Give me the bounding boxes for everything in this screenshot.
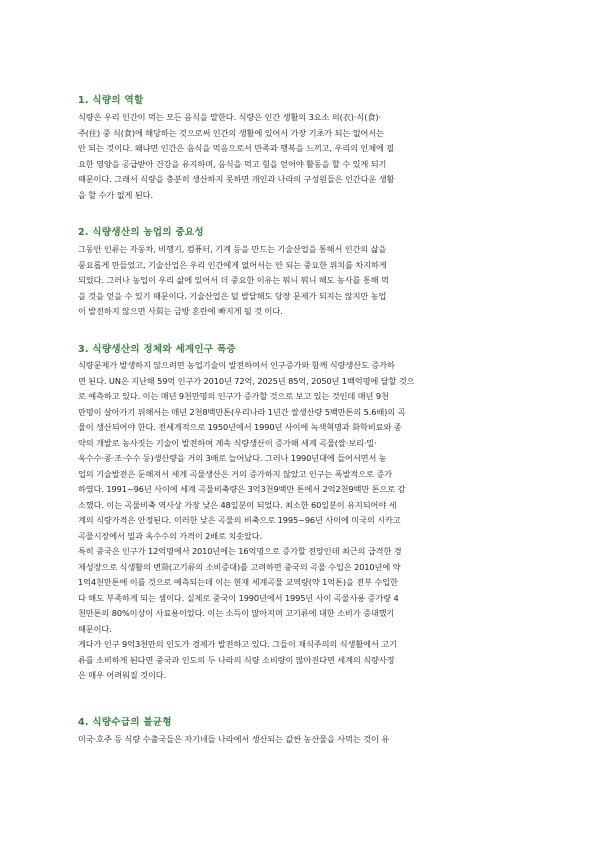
text-line: 약의 개발로 농사짓는 기술이 발전하여 계속 식량생산이 증가해 세계 곡물(쌀·보리·밀· bbox=[78, 437, 377, 448]
section-3-paragraph bbox=[78, 358, 518, 684]
text-line: 제성장으로 식생활의 변화(고기류의 소비증대)를 고려하면 중국의 곡물 수입은 2010년에 약 bbox=[78, 561, 401, 572]
section-4-paragraph bbox=[78, 732, 518, 748]
text-line: 하였다. 1991~96년 사이에 세계 곡물비축량은 3억3천9백만 톤에서 2억2천9백만 톤으로 감 bbox=[78, 484, 406, 494]
text-line: 주(住) 중 식(食)에 해당하는 것으로써 인간의 생활에 있어서 가장 기초가 되는 없어서는 bbox=[78, 127, 384, 138]
text-line: 그동안 인류는 자동차, 비행기, 컴퓨터, 기계 등을 만드는 기술산업을 통해서 인간의 삶을 bbox=[78, 244, 387, 254]
text-line: 안 되는 것이다. 왜냐면 인간은 음식을 먹음으로서 만족과 행복을 느끼고, 우리의 인체에 필 bbox=[78, 143, 395, 153]
text-line: 을 것을 얻을 수 있기 때문이다. 기술산업은 덜 발달해도 당장 문제가 되지는 않지만 농업 bbox=[78, 290, 387, 301]
text-line: 풍요롭게 만들었고, 기술산업은 우리 인간에게 없어서는 안 되는 중요한 위치를 차지하게 bbox=[78, 259, 387, 270]
section-title-3: 3. 식량생산의 정체와 세계인구 폭증 bbox=[78, 344, 236, 355]
text-line: 은 매우 어려워질 것이다. bbox=[78, 670, 167, 680]
text-line: 때문이다. 그래서 식량을 충분히 생산하지 못하면 개인과 나라의 구성원들은 인간다운 생활 bbox=[78, 174, 395, 184]
text-line: 업의 기술발전은 둔해져서 세계 곡물생산은 거의 증가하지 않았고 인구는 폭발적으로 증가 bbox=[78, 468, 392, 479]
text-line: 계의 식량가격은 안정된다. 이러한 낮은 곡물의 비축으로 1995~96년 사이에 미국의 시카고 bbox=[78, 515, 401, 525]
text-line: 옥수수·콩·조·수수 등)생산량을 거의 3배로 늘어났다. 그러나 1990년대에 들어서면서 농 bbox=[78, 453, 387, 463]
section-1-paragraph bbox=[78, 110, 518, 203]
text-line: 이 발전하지 않으면 사회는 금방 혼란에 빠지게 될 것 이다. bbox=[78, 306, 283, 316]
section-title-4: 4. 식량수급의 불균형 bbox=[78, 717, 172, 728]
text-line: 특히 중국은 인구가 12억명에서 2010년에는 16억명으로 증가할 전망인데 최근의 급격한 경 bbox=[78, 546, 402, 556]
text-line: 다 해도 부족하게 되는 셈이다. 실제로 중국이 1990년에서 1995년 사이 곡물사용 증가량 4 bbox=[78, 592, 399, 603]
section-title-1: 1. 식량의 역할 bbox=[78, 95, 144, 106]
section-title-2: 2. 식량생산의 농업의 중요성 bbox=[78, 227, 204, 238]
text-line: 천만톤의 80%이상이 사료용이었다. 이는 소득이 많아지며 고기류에 대한 소비가 증대했기 bbox=[78, 608, 395, 618]
text-line: 요한 영양을 공급받아 건강을 유지하며, 음식을 먹고 힘을 얻어야 활동을 할 수 있게 되기 bbox=[78, 158, 387, 169]
text-line: 되었다. 그러나 농업이 우리 삶에 있어서 더 중요한 이유는 뭐니 뭐니 해도 농사를 통해 먹 bbox=[78, 275, 389, 285]
text-line: 류를 소비하게 된다면 중국과 인도의 두 나라의 식량 소비량이 많아진다면 세계의 식량사정 bbox=[78, 654, 395, 665]
text-line: 미국·호주 등 식량 수출국들은 자기네들 나라에서 생산되는 값싼 농산물을 사먹는 것이 유 bbox=[78, 734, 390, 744]
section-2-paragraph bbox=[78, 242, 518, 320]
text-line: 물이 생산되어야 한다. 전세계적으로 1950년에서 1990년 사이에 녹색혁명과 화학비료와 종 bbox=[78, 422, 402, 432]
text-line: 식량문제가 발생하지 않으려면 농업기술이 발전하여서 인구증가와 함께 식량생산도 증가하 bbox=[78, 360, 395, 370]
text-line: 소했다. 이는 곡물비축 역사상 가장 낮은 48일분이 되었다. 최소한 60일분이 유지되어야 세 bbox=[78, 499, 397, 510]
text-line: 1억4천만톤에 이를 것으로 예측되는데 이는 현재 세계곡물 교역량(약 1억톤)을 전부 수입한 bbox=[78, 577, 398, 587]
text-line: 때문이다. bbox=[78, 623, 112, 634]
text-line: 게다가 인구 9억3천만의 인도가 경제가 발전하고 있다. 그들이 채식주의의 식생활에서 고기 bbox=[78, 639, 397, 649]
text-line: 식량은 우리 인간이 먹는 모든 음식을 말한다. 식량은 인간 생활의 3요소 의(衣)·식(食)· bbox=[78, 112, 381, 122]
text-line: 로 예측하고 있다. 이는 매년 9천만명의 인구가 증가할 것으로 보고 있는 것인데 매년 9천 bbox=[78, 391, 389, 401]
text-line: 을 할 수가 없게 된다. bbox=[78, 189, 153, 200]
text-line: 곡물시장에서 밀과 옥수수의 가격이 2배로 치솟았다. bbox=[78, 530, 263, 541]
text-line: 면 된다. UN은 지난해 59억 인구가 2010년 72억, 2025년 85억, 2050년 1백억명에 달할 것으 bbox=[78, 375, 415, 386]
text-line: 만명이 살아가기 위해서는 매년 2천8백만톤(우리나라 1년간 쌀생산량 5백만톤의 5.6배)의 곡 bbox=[78, 406, 406, 417]
